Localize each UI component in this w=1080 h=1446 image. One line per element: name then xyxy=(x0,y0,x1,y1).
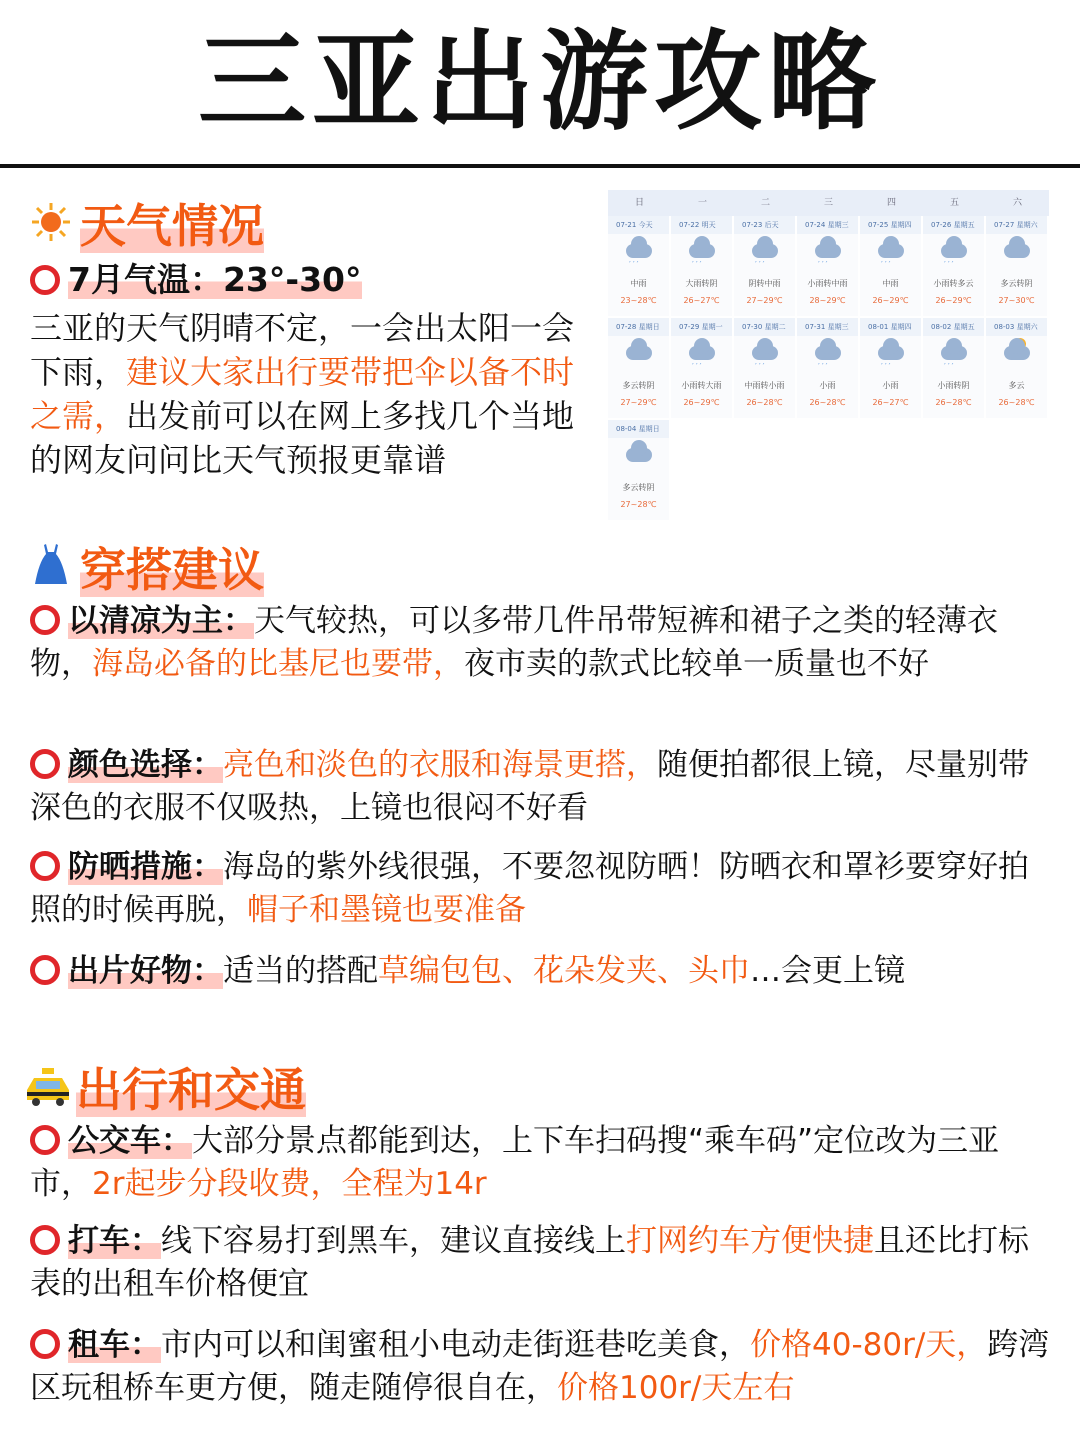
calendar-day xyxy=(797,318,858,418)
day-condition: 小雨 xyxy=(819,381,836,390)
rain-cloud-icon xyxy=(689,346,715,360)
day-temperature-range: 27~28℃ xyxy=(620,500,657,509)
weather-calendar xyxy=(608,190,1049,522)
day-condition: 多云 xyxy=(1008,381,1025,390)
day-temperature-range: 26~28℃ xyxy=(746,398,783,407)
day-date: 08-01 星期四 xyxy=(860,318,921,336)
circle-bullet-icon xyxy=(30,749,60,779)
sun-icon xyxy=(28,198,74,254)
rain-cloud-icon xyxy=(752,244,778,258)
raindrops-icon: ′′′ xyxy=(818,260,830,269)
calendar-day xyxy=(608,216,669,316)
day-date: 08-03 星期六 xyxy=(986,318,1047,336)
day-condition: 阴转中雨 xyxy=(748,279,781,288)
cloud-icon xyxy=(1004,244,1030,258)
day-date: 07-23 后天 xyxy=(734,216,795,234)
day-temperature-range: 23~28℃ xyxy=(620,296,657,305)
dress-icon xyxy=(28,542,74,598)
cloud-icon xyxy=(1004,346,1030,360)
rain-cloud-icon xyxy=(941,244,967,258)
calendar-day xyxy=(986,216,1047,316)
day-condition: 多云转阴 xyxy=(622,381,655,390)
outfit-item: 防晒措施：海岛的紫外线很强，不要忽视防晒！防晒衣和罩衫要穿好拍照的时候再脱，帽子和墨镜也要准备 xyxy=(30,849,1029,928)
day-condition: 小雨转大雨 xyxy=(681,381,722,390)
weekday-label: 五 xyxy=(949,198,959,208)
day-temperature-range: 26~29℃ xyxy=(872,296,909,305)
day-condition: 多云转阴 xyxy=(1000,279,1033,288)
title-divider xyxy=(0,164,1080,168)
day-condition: 中雨转小雨 xyxy=(744,381,785,390)
rain-cloud-icon xyxy=(941,346,967,360)
day-date: 07-22 明天 xyxy=(671,216,732,234)
outfit-item: 出片好物：适当的搭配草编包包、花朵发夹、头巾…会更上镜 xyxy=(30,950,1070,993)
calendar-day xyxy=(608,420,669,520)
day-date: 07-31 星期三 xyxy=(797,318,858,336)
day-condition: 中雨 xyxy=(882,279,899,288)
circle-bullet-icon xyxy=(30,265,60,295)
day-condition: 大雨转阴 xyxy=(685,279,718,288)
day-date: 07-25 星期四 xyxy=(860,216,921,234)
circle-bullet-icon xyxy=(30,955,60,985)
raindrops-icon: ′′′ xyxy=(692,260,704,269)
weather-paragraph: 三亚的天气阴晴不定，一会出太阳一会下雨，建议大家出行要带把伞以备不时之需，出发前可以在网上多找几个当地的网友问问比天气预报更靠谱 xyxy=(30,309,575,479)
calendar-day xyxy=(923,216,984,316)
cloud-icon xyxy=(626,346,652,360)
rain-cloud-icon xyxy=(878,244,904,258)
day-condition: 小雨转阴 xyxy=(937,381,970,390)
calendar-day xyxy=(608,318,669,418)
raindrops-icon: ′′′ xyxy=(629,260,641,269)
day-date: 07-30 星期二 xyxy=(734,318,795,336)
day-temperature-range: 28~29℃ xyxy=(809,296,846,305)
raindrops-icon: ′′′ xyxy=(944,260,956,269)
day-condition: 多云转阴 xyxy=(622,483,655,492)
raindrops-icon: ′′′ xyxy=(881,260,893,269)
day-temperature-range: 27~30℃ xyxy=(998,296,1035,305)
calendar-day xyxy=(671,216,732,316)
weekday-label: 四 xyxy=(886,198,896,208)
weekday-label: 二 xyxy=(760,198,770,208)
circle-bullet-icon xyxy=(30,1329,60,1359)
calendar-weekday-header xyxy=(608,190,1049,216)
day-condition: 中雨 xyxy=(630,279,647,288)
calendar-day xyxy=(923,318,984,418)
circle-bullet-icon xyxy=(30,851,60,881)
outfit-item: 以清凉为主：天气较热，可以多带几件吊带短裤和裙子之类的轻薄衣物，海岛必备的比基尼也要带，夜市卖的款式比较单一质量也不好 xyxy=(30,603,998,682)
day-date: 08-04 星期日 xyxy=(608,420,669,438)
outfit-heading: 穿搭建议 xyxy=(28,542,264,598)
day-date: 07-24 星期三 xyxy=(797,216,858,234)
calendar-day xyxy=(671,318,732,418)
day-condition: 小雨 xyxy=(882,381,899,390)
calendar-day xyxy=(734,318,795,418)
calendar-day xyxy=(734,216,795,316)
day-date: 07-29 星期一 xyxy=(671,318,732,336)
day-temperature-range: 26~27℃ xyxy=(683,296,720,305)
rain-cloud-icon xyxy=(815,244,841,258)
day-temperature-range: 26~29℃ xyxy=(683,398,720,407)
day-temperature-range: 26~29℃ xyxy=(935,296,972,305)
cloud-icon xyxy=(626,448,652,462)
rain-cloud-icon xyxy=(878,346,904,360)
day-temperature-range: 27~29℃ xyxy=(620,398,657,407)
transport-item: 打车：线下容易打到黑车，建议直接线上打网约车方便快捷且还比打标表的出租车价格便宜 xyxy=(30,1223,1029,1302)
calendar-day xyxy=(797,216,858,316)
calendar-day xyxy=(860,318,921,418)
day-date: 08-02 星期五 xyxy=(923,318,984,336)
weather-heading: 天气情况 xyxy=(28,198,264,254)
day-date: 07-21 今天 xyxy=(608,216,669,234)
transport-heading: 出行和交通 xyxy=(24,1062,306,1118)
calendar-day xyxy=(986,318,1047,418)
calendar-week-row xyxy=(608,318,1049,420)
day-date: 07-28 星期日 xyxy=(608,318,669,336)
weekday-label: 三 xyxy=(823,198,833,208)
day-temperature-range: 26~28℃ xyxy=(998,398,1035,407)
day-temperature-range: 26~27℃ xyxy=(872,398,909,407)
day-condition: 小雨转多云 xyxy=(933,279,974,288)
calendar-body xyxy=(608,216,1049,522)
circle-bullet-icon xyxy=(30,605,60,635)
day-date: 07-26 星期五 xyxy=(923,216,984,234)
rain-cloud-icon xyxy=(626,244,652,258)
rain-cloud-icon xyxy=(815,346,841,360)
calendar-week-row xyxy=(608,216,1049,318)
raindrops-icon: ′′′ xyxy=(818,362,830,371)
rain-cloud-icon xyxy=(689,244,715,258)
transport-item: 租车：市内可以和闺蜜租小电动走街逛巷吃美食，价格40-80r/天，跨湾区玩租桥车更方便，随走随停很自在，价格100r/天左右 xyxy=(30,1327,1050,1406)
taxi-icon xyxy=(24,1062,70,1118)
weekday-label: 日 xyxy=(634,198,644,208)
weekday-label: 六 xyxy=(1012,198,1022,208)
temperature-line: 7月气温：23°-30° xyxy=(30,258,362,302)
day-condition: 小雨转中雨 xyxy=(807,279,848,288)
weekday-label: 一 xyxy=(697,198,707,208)
raindrops-icon: ′′′ xyxy=(881,362,893,371)
page-title: 三亚出游攻略 xyxy=(197,20,882,145)
day-temperature-range: 26~28℃ xyxy=(935,398,972,407)
rain-cloud-icon xyxy=(752,346,778,360)
calendar-day xyxy=(860,216,921,316)
outfit-item: 颜色选择：亮色和淡色的衣服和海景更搭，随便拍都很上镜，尽量别带深色的衣服不仅吸热，上镜也很闷不好看 xyxy=(30,747,1029,826)
day-temperature-range: 26~28℃ xyxy=(809,398,846,407)
raindrops-icon: ′′′ xyxy=(755,260,767,269)
circle-bullet-icon xyxy=(30,1225,60,1255)
circle-bullet-icon xyxy=(30,1125,60,1155)
day-date: 07-27 星期六 xyxy=(986,216,1047,234)
raindrops-icon: ′′′ xyxy=(692,362,704,371)
raindrops-icon: ′′′ xyxy=(944,362,956,371)
raindrops-icon: ′′′ xyxy=(755,362,767,371)
calendar-week-row xyxy=(608,420,1049,522)
day-temperature-range: 27~29℃ xyxy=(746,296,783,305)
transport-item: 公交车：大部分景点都能到达，上下车扫码搜“乘车码”定位改为三亚市，2r起步分段收费，全程为14r xyxy=(30,1123,1000,1202)
